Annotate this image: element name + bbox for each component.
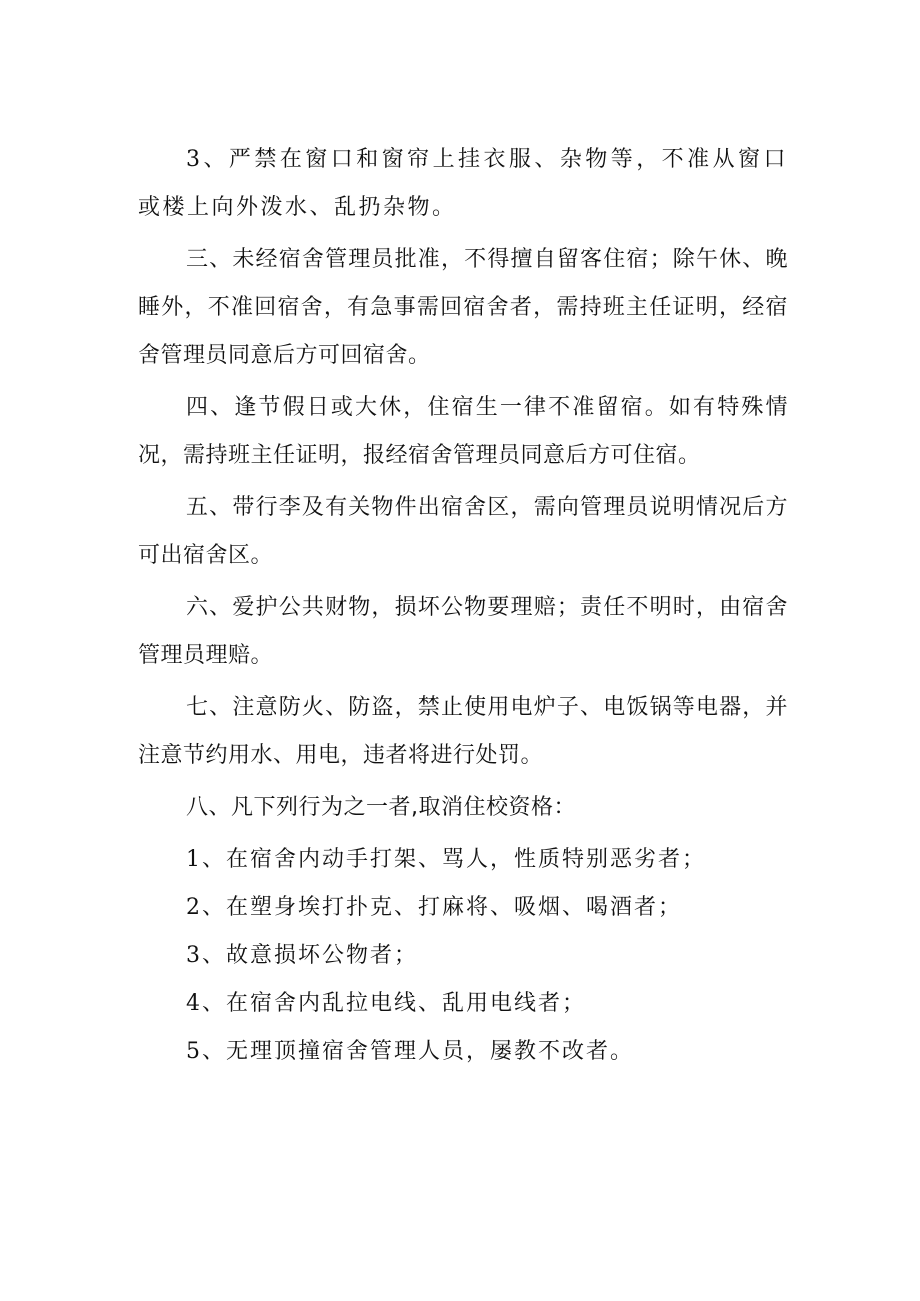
list-item: 4、在宿舍内乱拉电线、乱用电线者； xyxy=(186,991,586,1016)
paragraph-section-7: 七、注意防火、防盗，禁止使用电炉子、电饭锅等电器，并注意节约用水、用电，违者将进行处罚。 xyxy=(138,695,788,768)
list-item: 2、在塑身埃打扑克、打麻将、吸烟、喝酒者； xyxy=(186,895,682,920)
paragraph-section-8: 八、凡下列行为之一者,取消住校资格： xyxy=(186,795,576,820)
paragraph-section-6: 六、爱护公共财物，损坏公物要理赔；责任不明时，由宿舍管理员理赔。 xyxy=(138,595,788,668)
list-item: 5、无理顶撞宿舍管理人员，屡教不改者。 xyxy=(186,1039,634,1064)
document-body xyxy=(138,136,788,1076)
paragraph-section-5: 五、带行李及有关物件出宿舍区，需向管理员说明情况后方可出宿舍区。 xyxy=(138,495,788,568)
paragraph-rule-3: 3、严禁在窗口和窗帘上挂衣服、杂物等，不准从窗口或楼上向外泼水、乱扔杂物。 xyxy=(138,147,788,220)
paragraph-section-3: 三、未经宿舍管理员批准，不得擅自留客住宿；除午休、晚睡外，不准回宿舍，有急事需回宿舍者，需持班主任证明，经宿舍管理员同意后方可回宿舍。 xyxy=(138,247,788,368)
list-item: 3、故意损坏公物者； xyxy=(186,943,418,968)
paragraph-section-4: 四、逢节假日或大休，住宿生一律不准留宿。如有特殊情况，需持班主任证明，报经宿舍管理员同意后方可住宿。 xyxy=(138,395,788,468)
list-item: 1、在宿舍内动手打架、骂人，性质特别恶劣者； xyxy=(186,847,706,872)
